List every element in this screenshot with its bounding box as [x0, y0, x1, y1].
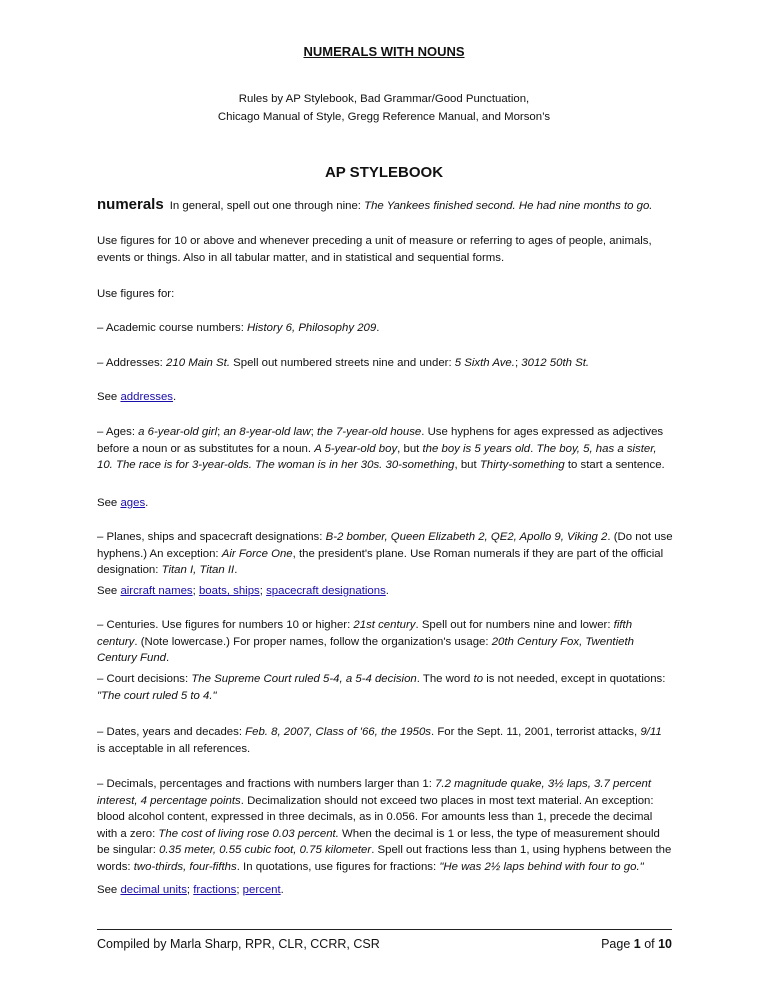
link-boats-ships[interactable]: boats, ships [198, 585, 260, 597]
subtitle-line-1: Rules by AP Stylebook, Bad Grammar/Good Punctuation, [238, 93, 530, 105]
rule-centuries: – Centuries. Use figures for numbers 10 or higher: 21st century. Spell out for numbers nine and lower: fifth century. (Note lowercase.) For proper names, follow the organization's usage: 20th Century Fox, Twentieth Century Fund. [97, 619, 634, 665]
rule-planes-ships: – Planes, ships and spacecraft designations: B-2 bomber, Queen Elizabeth 2, QE2, Apollo 9, Viking 2. (Do not use hyphens.) An exception: Air Force One, the president's plane. Use Roman numerals if they are part of the official designation: Titan I, Titan II. [97, 531, 673, 577]
page-number: Page 1 of 10 [601, 937, 672, 951]
link-decimal-units[interactable]: decimal units [120, 884, 187, 896]
rule-addresses: – Addresses: 210 Main St. Spell out numbered streets nine and under: 5 Sixth Ave.; 3012 50th St. [97, 357, 590, 369]
rule-ages: – Ages: a 6-year-old girl; an 8-year-old law; the 7-year-old house. Use hyphens for ages expressed as adjectives before a noun or as substitutes for a noun. A 5-year-old boy, but the boy is 5 years old. The boy, 5, has a sister, 10. The race is for 3-year-olds. The woman is in her 30s. 30-something, but Thirty-something to start a sentence. [97, 426, 665, 472]
link-ages[interactable]: ages [120, 497, 146, 509]
section-heading: AP STYLEBOOK [324, 164, 444, 181]
rule-decimals: – Decimals, percentages and fractions with numbers larger than 1: 7.2 magnitude quake, 3½ laps, 3.7 percent interest, 4 percentage points. Decimalization should not exceed two places in most text material. An exception: blood alcohol content, expressed in three decimals, as in 0.056. For amounts less than 1, precede the decimal with a zero: The cost of living rose 0.03 percent. When the decimal is 1 or less, the type of measurement should be singular: 0.35 meter, 0.55 cubic foot, 0.75 kilometer. Spell out fractions less than 1, using hyphens between the words: two-thirds, four-fifths. In quotations, use figures for fractions: "He was 2½ laps behind with four to go." [97, 778, 672, 873]
page-footer [97, 936, 672, 953]
use-figures-label: Use figures for: [97, 288, 175, 300]
see-addresses: See addresses. [97, 391, 177, 403]
see-decimals: See decimal units; fractions; percent. [97, 884, 284, 896]
entry-term: numerals [97, 196, 164, 213]
see-aircraft: See aircraft names; boats, ships; spacecraft designations. [97, 585, 389, 597]
link-addresses[interactable]: addresses [120, 391, 173, 403]
document-title: NUMERALS WITH NOUNS [303, 44, 465, 59]
subtitle-line-2: Chicago Manual of Style, Gregg Reference Manual, and Morson’s [217, 111, 551, 123]
rule-court-decisions: – Court decisions: The Supreme Court ruled 5-4, a 5-4 decision. The word to is not needed, except in quotations: "The court ruled 5 to 4." [97, 673, 666, 702]
link-fractions[interactable]: fractions [193, 884, 237, 896]
footer-divider [97, 929, 672, 930]
see-ages: See ages. [97, 497, 149, 509]
figures-paragraph: Use figures for 10 or above and whenever preceding a unit of measure or referring to ages of people, animals, events or things. Also in all tabular matter, and in statistical and sequential forms. [97, 235, 652, 264]
footer-compiler: Compiled by Marla Sharp, RPR, CLR, CCRR, CSR [97, 937, 380, 951]
link-percent[interactable]: percent [242, 884, 281, 896]
link-spacecraft-designations[interactable]: spacecraft designations [266, 585, 386, 597]
intro-paragraph: numerals In general, spell out one through nine: The Yankees finished second. He had nine months to go. [97, 196, 653, 213]
rule-dates: – Dates, years and decades: Feb. 8, 2007, Class of '66, the 1950s. For the Sept. 11, 2001, terrorist attacks, 9/11 is acceptable in all references. [97, 726, 662, 755]
rule-course-numbers: – Academic course numbers: History 6, Philosophy 209. [97, 322, 380, 334]
link-aircraft-names[interactable]: aircraft names [120, 585, 193, 597]
